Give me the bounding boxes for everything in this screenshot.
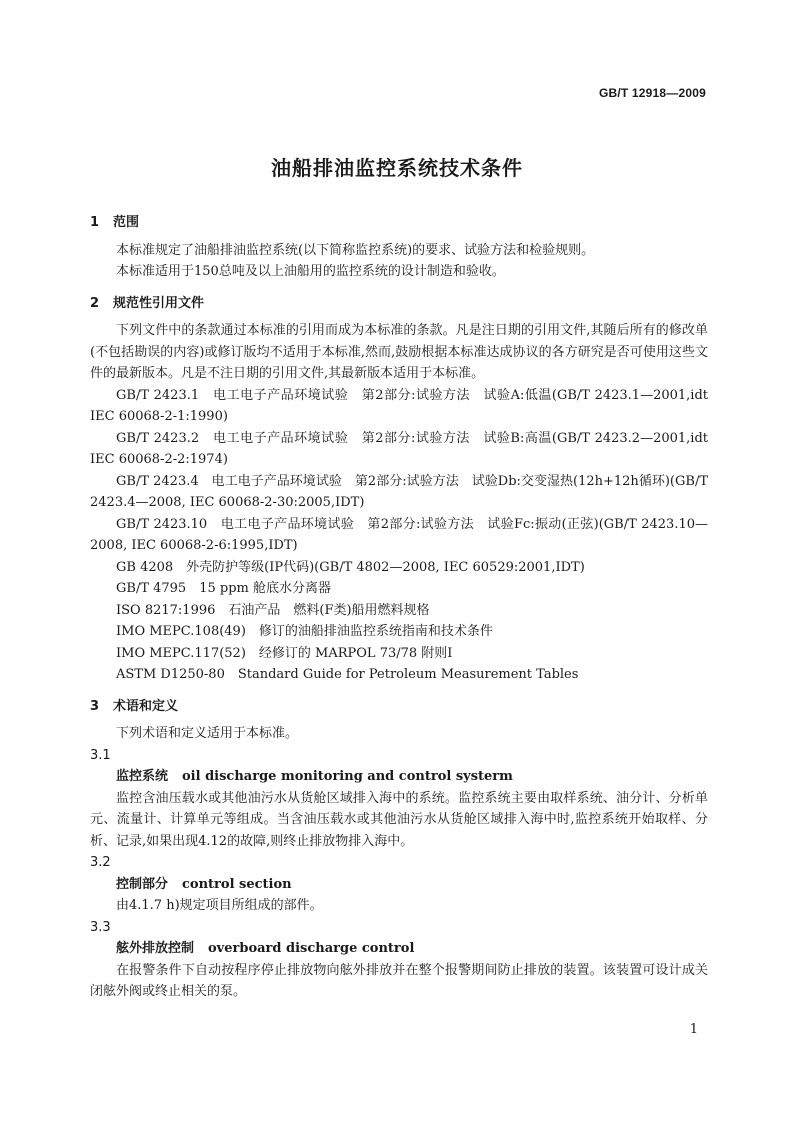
section-3-heading [90, 696, 708, 718]
term-title [90, 938, 708, 960]
section-number: 3 [90, 698, 100, 714]
reference-item: IMO MEPC.117(52) 经修订的 MARPOL 73/78 附则Ⅰ [116, 645, 453, 661]
term-en: oil discharge monitoring and control systerm [182, 769, 513, 784]
reference-item: GB/T 2423.1 电工电子产品环境试验 第2部分:试验方法 试验A:低温(GB/T 2423.1—2001,idt IEC 60068-2-1:1990) [90, 387, 708, 424]
reference-item: GB/T 2423.2 电工电子产品环境试验 第2部分:试验方法 试验B:高温(GB/T 2423.2—2001,idt IEC 60068-2-2:1974) [90, 430, 708, 467]
term-zh: 监控系统 [116, 769, 169, 784]
page-number: 1 [689, 1022, 698, 1037]
term-title [90, 766, 708, 788]
section-1-heading [90, 212, 708, 234]
term-definition: 由4.1.7 h)规定项目所组成的部件。 [116, 898, 323, 913]
reference-item: GB/T 2423.10 电工电子产品环境试验 第2部分:试验方法 试验Fc:振动(正弦)(GB/T 2423.10—2008, IEC 60068-2-6:1995,IDT) [90, 516, 708, 553]
term-zh: 控制部分 [116, 876, 169, 892]
section-title: 术语和定义 [113, 698, 179, 714]
term-title [90, 874, 708, 896]
document-body [90, 212, 708, 1003]
reference-item: ISO 8217:1996 石油产品 燃料(F类)船用燃料规格 [116, 602, 430, 618]
standard-code: GB/T 12918—2009 [598, 86, 706, 100]
term-number: 3.2 [90, 855, 111, 870]
term-definition: 监控含油压载水或其他油污水从货舱区域排入海中的系统。监控系统主要由取样系统、油分计、分析单元、流量计、计算单元等组成。当含油压载水或其他油污水从货舱区域排入海中时,监控系统开始取样、分析、记录,如果出现4.12的故障,则终止排放物排入海中。 [90, 790, 708, 849]
reference-item: ASTM D1250-80 Standard Guide for Petroleum Measurement Tables [116, 667, 579, 682]
term-en: control section [182, 876, 292, 892]
section-title: 规范性引用文件 [113, 295, 205, 311]
section-number: 1 [90, 215, 100, 230]
term-definition: 在报警条件下自动按程序停止排放物向舷外排放并在整个报警期间防止排放的装置。该装置可设计成关闭舷外阀或终止相关的泵。 [90, 962, 708, 999]
paragraph: 下列文件中的条款通过本标准的引用而成为本标准的条款。凡是注日期的引用文件,其随后所有的修改单(不包括勘误的内容)或修订版均不适用于本标准,然而,鼓励根据本标准达成协议的各方研究是否可使用这些文件的最新版本。凡是不注日期的引用文件,其最新版本适用于本标准。 [90, 323, 708, 381]
term-en: overboard discharge control [208, 941, 415, 956]
page-title: 油船排油监控系统技术条件 [271, 156, 523, 180]
reference-item: GB/T 4795 15 ppm 舱底水分离器 [116, 581, 331, 596]
paragraph: 本标准规定了油船排油监控系统(以下简称监控系统)的要求、试验方法和检验规则。 [116, 242, 595, 258]
section-number: 2 [90, 295, 100, 311]
reference-item: IMO MEPC.108(49) 修订的油船排油监控系统指南和技术条件 [116, 624, 493, 639]
term-zh: 舷外排放控制 [116, 941, 195, 956]
reference-item: GB/T 2423.4 电工电子产品环境试验 第2部分:试验方法 试验Db:交变湿热(12h+12h循环)(GB/T 2423.4—2008, IEC 60068-2-30:2005,IDT) [90, 473, 708, 510]
section-2-heading [90, 293, 708, 315]
term-number: 3.1 [90, 747, 111, 763]
term-number: 3.3 [90, 919, 111, 935]
paragraph: 下列术语和定义适用于本标准。 [116, 726, 299, 741]
section-title: 范围 [113, 215, 140, 230]
paragraph: 本标准适用于150总吨及以上油船用的监控系统的设计制造和验收。 [116, 264, 505, 279]
reference-item: GB 4208 外壳防护等级(IP代码)(GB/T 4802—2008, IEC 60529:2001,IDT) [116, 559, 585, 575]
